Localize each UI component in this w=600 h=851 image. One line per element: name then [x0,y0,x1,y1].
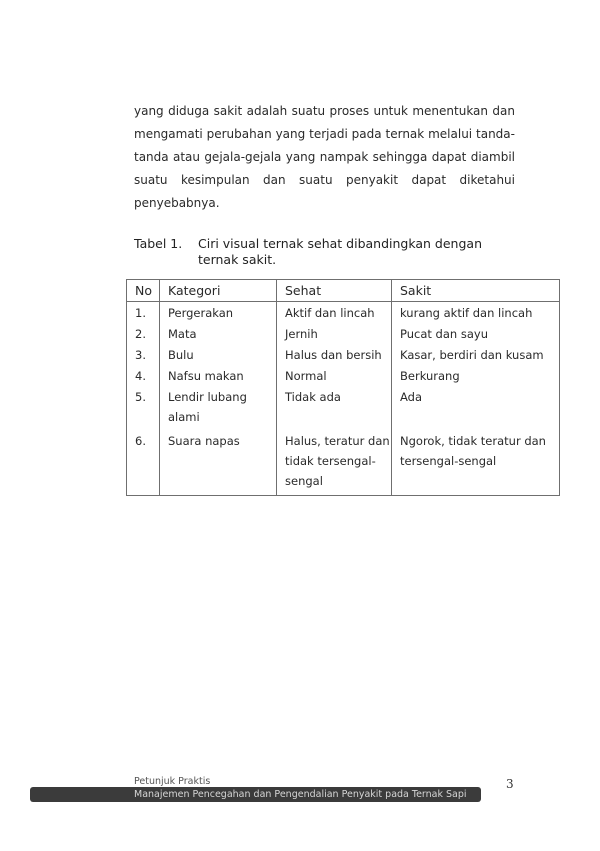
cell-kategori: Suara napas [160,427,277,496]
header-no: No [127,280,160,302]
cell-sehat: Jernih [277,323,392,344]
cell-sakit: kurang aktif dan lincah [392,302,560,324]
comparison-table [126,279,560,496]
cell-no: 4. [127,365,160,386]
page-number: 3 [506,777,514,791]
cell-sakit: Kasar, berdiri dan kusam [392,344,560,365]
cell-kategori: Mata [160,323,277,344]
table-caption [134,236,534,268]
table-row [127,344,560,365]
cell-kategori: Bulu [160,344,277,365]
cell-sehat: Halus, teratur dan tidak tersengal-sengal [277,427,392,496]
table-row [127,302,560,324]
cell-no: 1. [127,302,160,324]
cell-sakit: Ngorok, tidak teratur dan tersengal-sengal [392,427,560,496]
header-sakit: Sakit [392,280,560,302]
cell-sehat: Aktif dan lincah [277,302,392,324]
header-kategori: Kategori [160,280,277,302]
cell-sehat: Halus dan bersih [277,344,392,365]
cell-sakit: Pucat dan sayu [392,323,560,344]
header-sehat: Sehat [277,280,392,302]
table-row [127,427,560,496]
cell-no: 6. [127,427,160,496]
cell-no: 5. [127,386,160,427]
table-row [127,323,560,344]
cell-sakit: Ada [392,386,560,427]
table-row [127,386,560,427]
cell-kategori: Lendir lubang alami [160,386,277,427]
table-caption-line1: Ciri visual ternak sehat dibandingkan dengan [198,236,482,251]
table-caption-label: Tabel 1. [134,236,183,251]
footer-title: Petunjuk Praktis [134,776,211,787]
cell-kategori: Nafsu makan [160,365,277,386]
cell-kategori: Pergerakan [160,302,277,324]
body-paragraph: yang diduga sakit adalah suatu proses untuk menentukan dan mengamati perubahan yang terjadi pada ternak melalui tanda-tanda atau gejala-gejala yang nampak sehingga dapat diambil suatu kesimpulan dan suatu penyakit dapat diketahui penyebabnya. [134,104,515,210]
cell-no: 2. [127,323,160,344]
footer-subtitle: Manajemen Pencegahan dan Pengendalian Penyakit pada Ternak Sapi [134,789,467,800]
cell-no: 3. [127,344,160,365]
table-row [127,365,560,386]
table-header-row [127,280,560,302]
cell-sehat: Tidak ada [277,386,392,427]
table-caption-line2: ternak sakit. [198,252,277,267]
cell-sehat: Normal [277,365,392,386]
cell-sakit: Berkurang [392,365,560,386]
